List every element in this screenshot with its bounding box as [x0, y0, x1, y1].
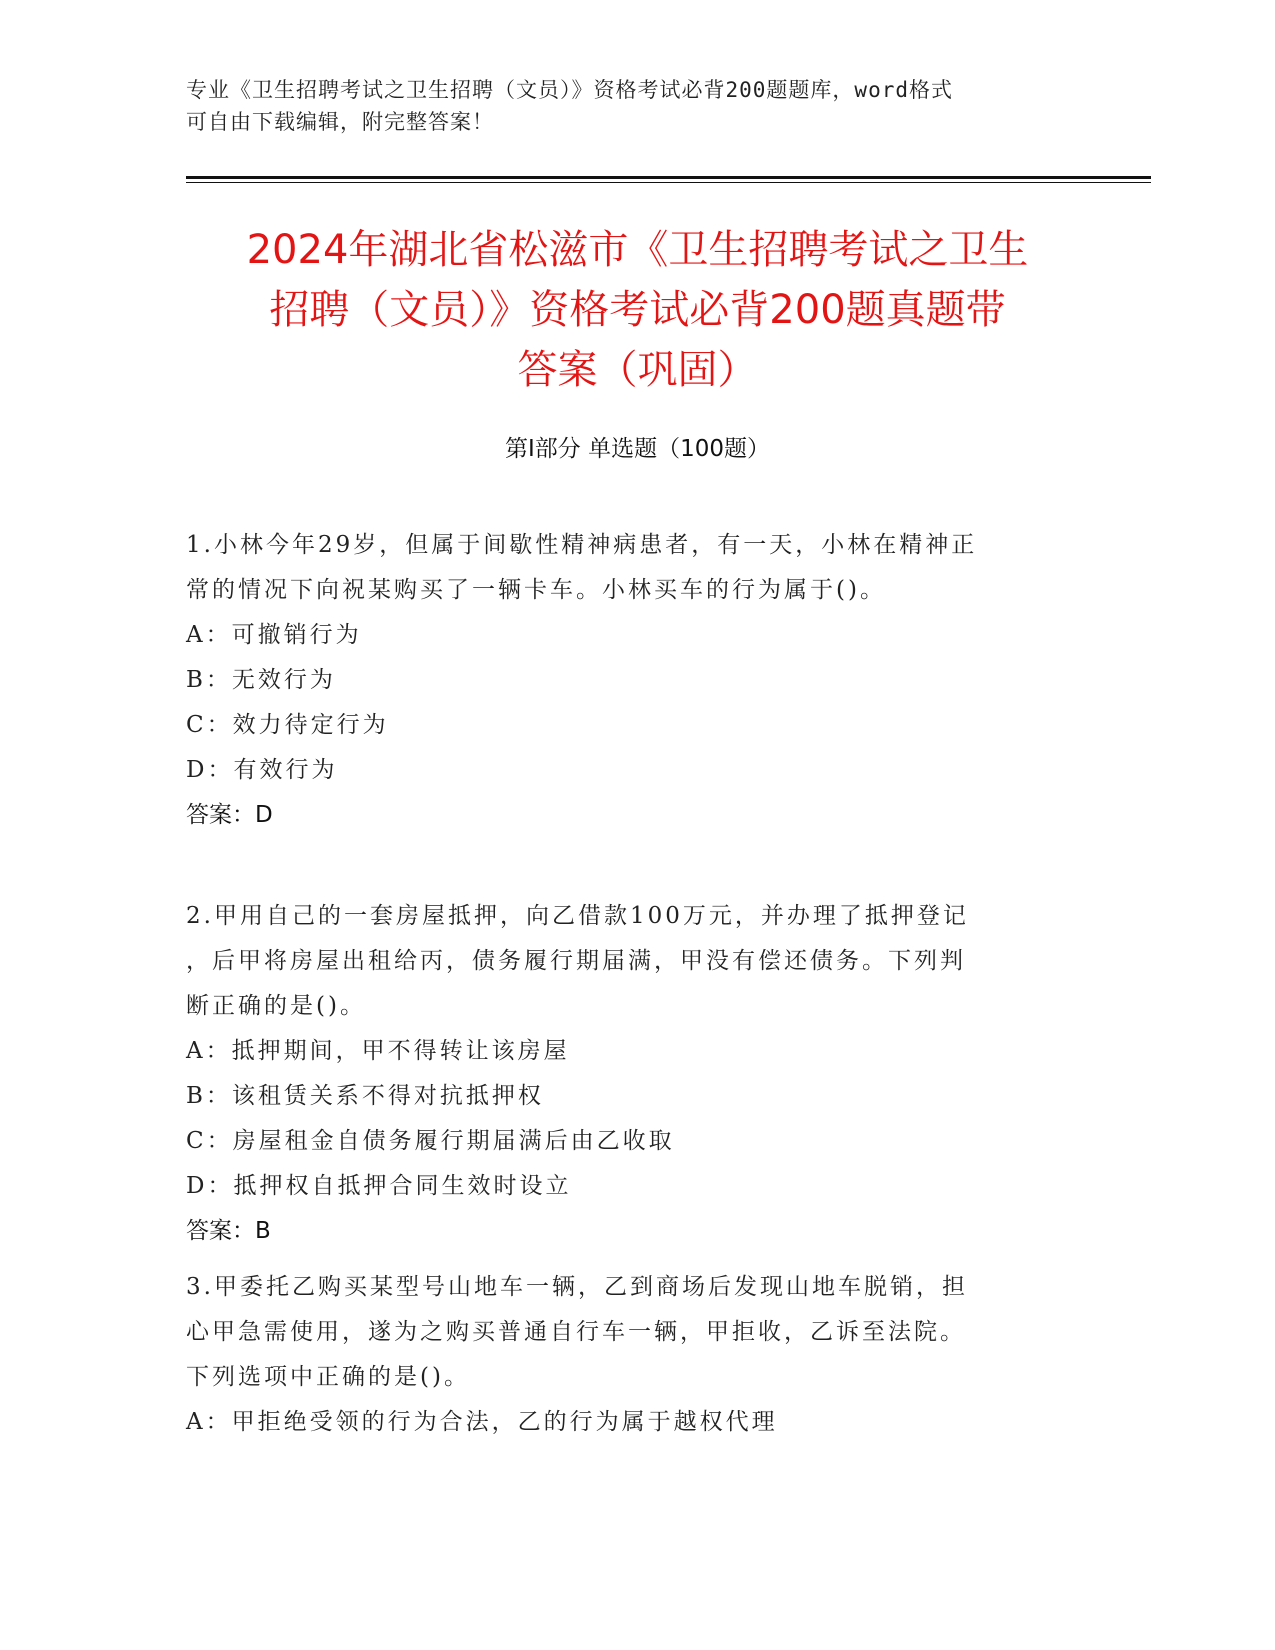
option-b: B：无效行为 — [186, 667, 336, 693]
option-c: C：房屋租金自债务履行期届满后由乙收取 — [186, 1128, 675, 1154]
question-stem-line: 常的情况下向祝某购买了一辆卡车。小林买车的行为属于()。 — [186, 577, 886, 603]
question-stem-line: ，后甲将房屋出租给丙，债务履行期届满，甲没有偿还债务。下列判 — [186, 948, 966, 974]
question-stem — [186, 894, 1086, 1029]
header-note-line: 可自由下载编辑，附完整答案！ — [186, 110, 494, 134]
question-stem — [186, 1265, 1086, 1400]
question-stem-line: 2.甲用自己的一套房屋抵押，向乙借款100万元，并办理了抵押登记 — [186, 903, 969, 929]
option-a: A：可撤销行为 — [186, 622, 362, 648]
answer-line: 答案：D — [186, 802, 273, 828]
question-block — [186, 523, 1086, 838]
answer-line: 答案：B — [186, 1218, 271, 1244]
header-note-line: 专业《卫生招聘考试之卫生招聘（文员）》资格考试必背200题题库，word格式 — [186, 78, 953, 102]
header-divider-thin — [186, 182, 1151, 183]
question-stem-line: 1.小林今年29岁，但属于间歇性精神病患者，有一天，小林在精神正 — [186, 532, 978, 558]
option-d: D：抵押权自抵押合同生效时设立 — [186, 1173, 572, 1199]
header-divider-thick — [186, 176, 1151, 179]
question-stem — [186, 523, 1086, 613]
option-c: C：效力待定行为 — [186, 712, 389, 738]
question-stem-line: 断正确的是()。 — [186, 993, 366, 1019]
title-line: 2024年湖北省松滋市《卫生招聘考试之卫生 — [246, 227, 1029, 273]
option-d: D：有效行为 — [186, 757, 338, 783]
header-note — [186, 74, 1066, 138]
option-b: B：该租赁关系不得对抗抵押权 — [186, 1083, 544, 1109]
option-a: A：抵押期间，甲不得转让该房屋 — [186, 1038, 570, 1064]
question-block — [186, 894, 1086, 1254]
question-stem-line: 下列选项中正确的是()。 — [186, 1364, 470, 1390]
question-stem-line: 3.甲委托乙购买某型号山地车一辆，乙到商场后发现山地车脱销，担 — [186, 1274, 968, 1300]
option-a: A：甲拒绝受领的行为合法，乙的行为属于越权代理 — [186, 1409, 778, 1435]
question-stem-line: 心甲急需使用，遂为之购买普通自行车一辆，甲拒收，乙诉至法院。 — [186, 1319, 966, 1345]
title-line: 答案（巩固） — [517, 347, 758, 393]
title-line: 招聘（文员）》资格考试必背200题真题带 — [269, 287, 1006, 333]
section-heading: 第Ⅰ部分 单选题（100题） — [505, 436, 770, 462]
question-block — [186, 1265, 1086, 1445]
document-title — [150, 220, 1125, 400]
